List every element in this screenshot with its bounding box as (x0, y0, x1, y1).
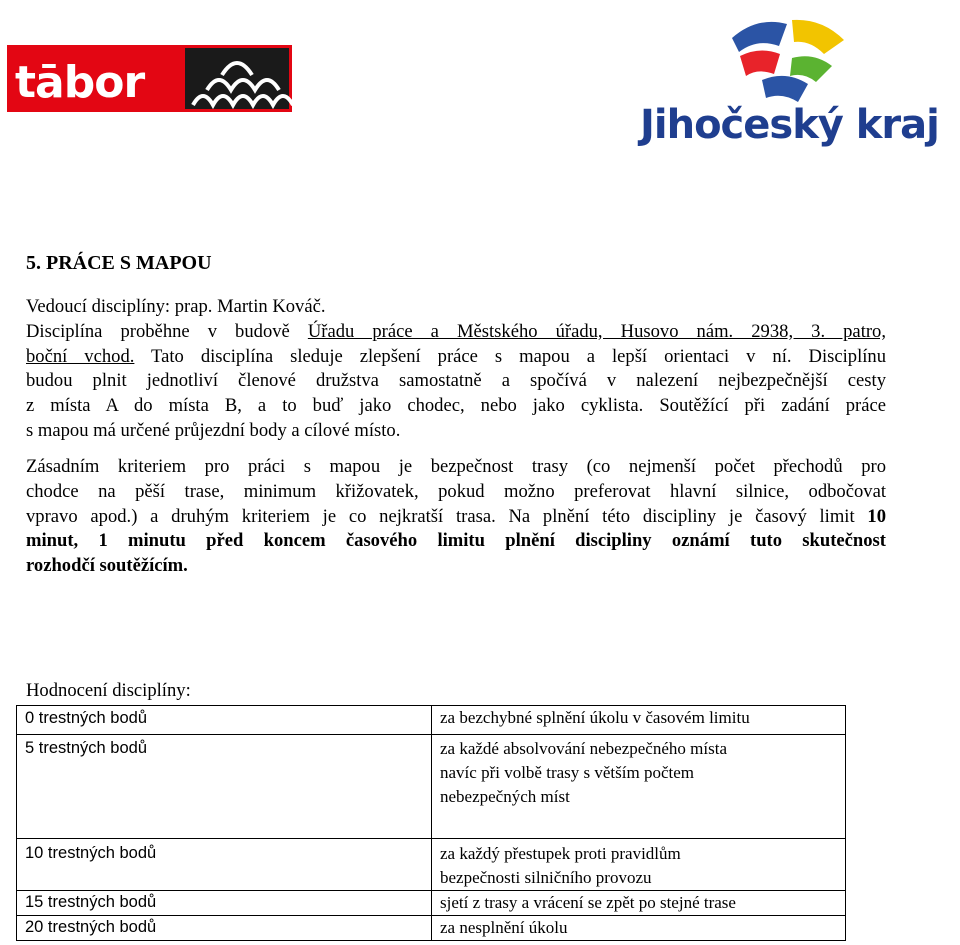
penalty-desc-0 (440, 706, 840, 730)
table-border-right (845, 705, 846, 941)
criteria-line-3 (26, 505, 886, 530)
penalty-desc-line: za bezchybné splnění úkolu v časovém limitu (440, 708, 750, 727)
penalty-points-0: 0 trestných bodů (25, 709, 147, 727)
penalty-desc-5 (440, 737, 840, 809)
table-border-bottom (16, 940, 846, 941)
side-entrance-underlined: boční vchod. (26, 345, 135, 367)
tabor-logo (7, 45, 292, 112)
penalty-desc-15 (440, 891, 840, 915)
penalty-desc-10 (440, 842, 840, 890)
svg-text:tābor: tābor (15, 57, 145, 108)
paragraph-intro (26, 295, 886, 444)
penalty-desc-line: za každé absolvování nebezpečného místa (440, 739, 727, 758)
intro-line-2-text: Disciplína proběhne v budově (26, 320, 308, 342)
table-border-left (16, 705, 17, 941)
kraj-emblem-icon (722, 10, 862, 105)
criteria-line-4: minut, 1 minutu před koncem časového limitu plnění discipliny oznámí tuto skutečnost (26, 530, 886, 552)
penalty-desc-line: sjetí z trasy a vrácení se zpět po stejné trase (440, 893, 736, 912)
intro-line-2 (26, 320, 886, 345)
penalty-desc-20 (440, 916, 840, 940)
intro-line-3 (26, 345, 886, 370)
criteria-line-1: Zásadním kriteriem pro práci s mapou je bezpečnost trasy (co nejmenší počet přechodů pro (26, 456, 886, 477)
criteria-line-3-text: vpravo apod.) a druhým kriteriem je co nejkratší trasa. Na plnění této discipliny je časový limit (26, 505, 868, 527)
intro-line-5: z místa A do místa B, a to buď jako chodec, nebo jako cyklista. Soutěžící při zadání práce (26, 395, 886, 417)
penalty-points-15: 15 trestných bodů (25, 893, 157, 911)
paragraph-criteria (26, 455, 886, 579)
intro-line-4: budou plnit jednotliví členové družstva samostatně a spočívá v nalezení nejbezpečnější cesty (26, 370, 886, 392)
table-row-divider (16, 838, 846, 839)
intro-line-6: s mapou má určené průjezdní body a cílové místo. (26, 419, 401, 441)
penalty-points-20: 20 trestných bodů (25, 918, 157, 936)
criteria-line-5: rozhodčí soutěžícím. (26, 555, 188, 577)
section-title: 5. PRÁCE S MAPOU (26, 252, 212, 274)
criteria-line-2: chodce na pěší trase, minimum křižovatek, pokud možno preferovat hlavní silnice, odbočovat (26, 480, 886, 502)
kraj-wordmark: Jihočeský kraj (640, 102, 939, 148)
intro-line-3-text: Tato disciplína sleduje zlepšení práce s mapou a lepší orientaci v ní. Disciplínu (134, 345, 886, 367)
penalty-desc-line: bezpečnosti silničního provozu (440, 868, 652, 887)
penalty-points-10: 10 trestných bodů (25, 844, 157, 862)
penalty-desc-line: nebezpečných míst (440, 787, 570, 806)
location-underlined: Úřadu práce a Městského úřadu, Husovo nám. 2938, 3. patro, (307, 320, 886, 342)
evaluation-table (16, 705, 846, 941)
time-limit-value: 10 (867, 505, 886, 527)
penalty-desc-line: za každý přestupek proti pravidlům (440, 844, 681, 863)
table-row-divider (16, 734, 846, 735)
evaluation-title: Hodnocení disciplíny: (26, 680, 191, 701)
table-column-divider (431, 705, 432, 941)
intro-line-1: Vedoucí disciplíny: prap. Martin Kováč. (26, 296, 326, 317)
penalty-points-5: 5 trestných bodů (25, 739, 147, 757)
penalty-desc-line: za nesplnění úkolu (440, 918, 568, 937)
tabor-logo-graphic (7, 45, 292, 112)
penalty-desc-line: navíc při volbě trasy s větším počtem (440, 763, 694, 782)
jihocesky-kraj-logo (640, 10, 952, 160)
